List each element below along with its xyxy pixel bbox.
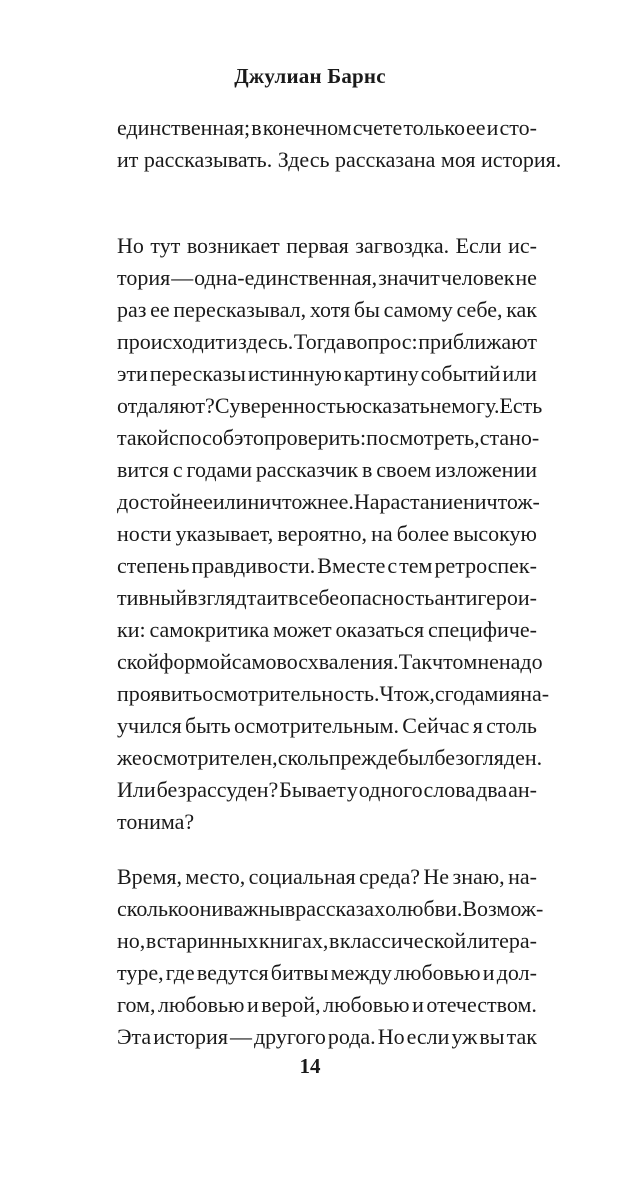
text-line: эти пересказы истинную картину событий или xyxy=(117,361,537,386)
text-line: гом, любовью и верой, любовью и отечеством. xyxy=(117,992,537,1017)
text-line: туре, где ведутся битвы между любовью и дол- xyxy=(117,960,537,985)
text-line: ки: самокритика может оказаться специфиче- xyxy=(117,617,537,642)
running-head: Джулиан Барнс xyxy=(234,64,386,88)
text-line: достойнее или ничтожнее. Нарастание ничтож- xyxy=(117,489,540,514)
text-line: тивный взгляд таит в себе опасность антигерои- xyxy=(117,585,537,610)
text-line: единственная; в конечном счете только ее и сто- xyxy=(117,115,537,140)
paragraph-2 xyxy=(117,230,550,838)
text-line: степень правдивости. Вместе с тем ретроспек- xyxy=(117,553,537,578)
paragraph-1 xyxy=(117,112,562,176)
paragraph-3 xyxy=(117,861,544,1053)
text-line: но, в старинных книгах, в классической литера- xyxy=(117,928,537,953)
text-line: ности указывает, вероятно, на более высокую xyxy=(117,521,537,546)
text-line: Или безрассуден? Бывает у одного слова два ан- xyxy=(117,777,537,802)
text-line: тонима? xyxy=(117,809,195,834)
text-line: отдаляют? С уверенностью сказать не могу. Есть xyxy=(117,393,543,418)
text-line: Эта история — другого рода. Но если уж вы так xyxy=(117,1024,537,1049)
text-line: вится с годами рассказчик в своем изложении xyxy=(117,457,537,482)
text-line: ит рассказывать. Здесь рассказана моя история. xyxy=(117,147,562,172)
text-line: учился быть осмотрительным. Сейчас я столь xyxy=(117,713,537,738)
text-line: тория — одна-единственная, значит человек не xyxy=(117,265,537,290)
text-line: проявить осмотрительность. Что ж, с годами я на- xyxy=(117,681,550,706)
text-line: Но тут возникает первая загвоздка. Если ис- xyxy=(117,233,537,258)
text-line: ской формой самовосхваления. Так что мне надо xyxy=(117,649,543,674)
text-line: же осмотрителен, сколь прежде был безогляден. xyxy=(117,745,543,770)
text-line: происходит и здесь. Тогда вопрос: приближают xyxy=(117,329,537,354)
text-line: Время, место, социальная среда? Не знаю, на- xyxy=(117,864,537,889)
text-line: такой способ это проверить: посмотреть, стано- xyxy=(117,425,540,450)
text-line: раз ее пересказывал, хотя бы самому себе, как xyxy=(117,297,537,322)
text-line: сколько они важны в рассказах о любви. Возмож- xyxy=(117,896,544,921)
page-number: 14 xyxy=(299,1054,321,1078)
